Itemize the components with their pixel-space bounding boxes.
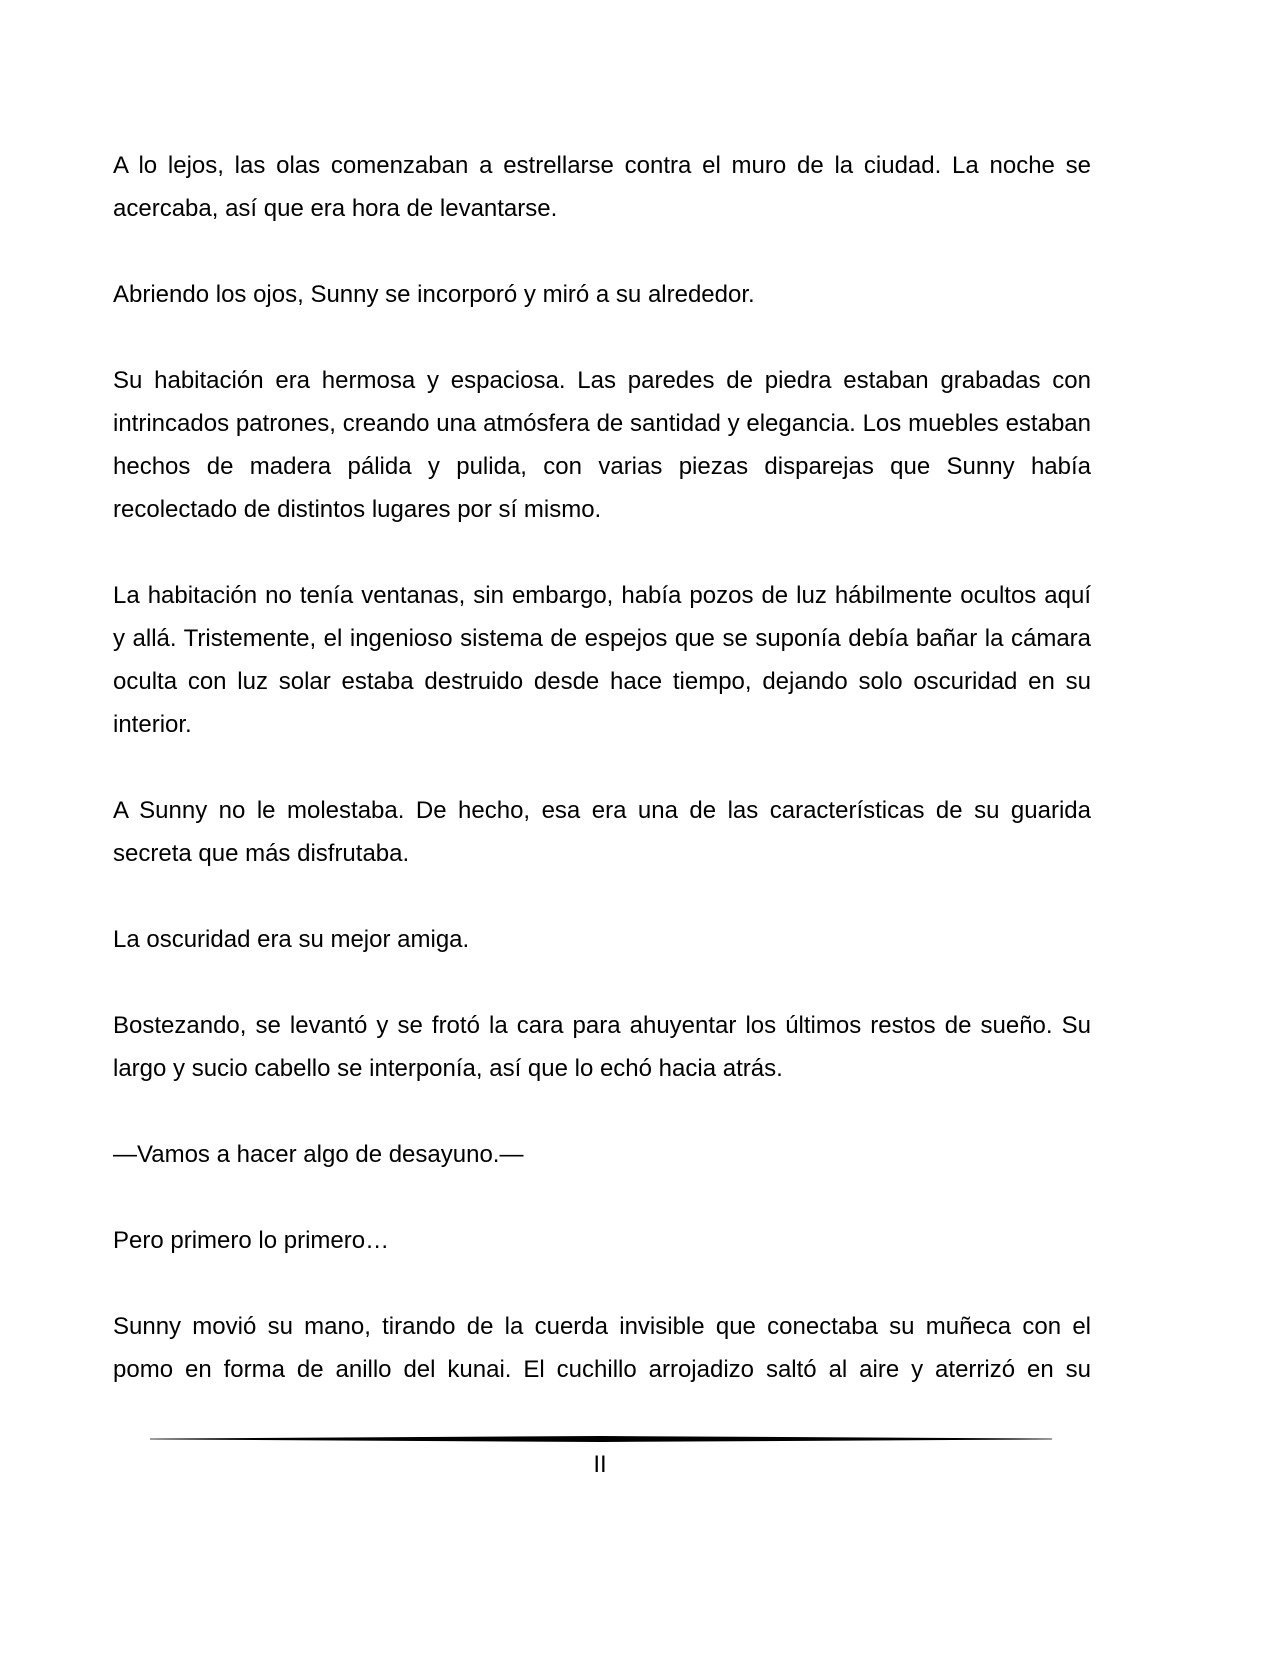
- paragraph: A lo lejos, las olas comenzaban a estrellarse contra el muro de la ciudad. La noche se acercaba, así que era hora de levantarse.: [113, 152, 1091, 222]
- paragraph: Pero primero lo primero…: [113, 1227, 390, 1254]
- footer-divider: [150, 1434, 1052, 1444]
- paragraph: —Vamos a hacer algo de desayuno.—: [113, 1141, 524, 1168]
- paragraph: La habitación no tenía ventanas, sin embargo, había pozos de luz hábilmente ocultos aquí y allá. Tristemente, el ingenioso sistema de espejos que se suponía debía bañar la cámara oculta con luz solar estaba destruido desde hace tiempo, dejando solo oscuridad en su interior.: [113, 582, 1091, 738]
- body-text: [113, 144, 1091, 1391]
- page-number: II: [593, 1451, 607, 1478]
- paragraph: Abriendo los ojos, Sunny se incorporó y miró a su alrededor.: [113, 281, 755, 308]
- paragraph: Sunny movió su mano, tirando de la cuerda invisible que conectaba su muñeca con el pomo en forma de anillo del kunai. El cuchillo arrojadizo saltó al aire y aterrizó en su: [113, 1313, 1091, 1383]
- paragraph: A Sunny no le molestaba. De hecho, esa era una de las características de su guarida secreta que más disfrutaba.: [113, 797, 1091, 867]
- paragraph: La oscuridad era su mejor amiga.: [113, 926, 470, 953]
- paragraph: Su habitación era hermosa y espaciosa. Las paredes de piedra estaban grabadas con intrincados patrones, creando una atmósfera de santidad y elegancia. Los muebles estaban hechos de madera pálida y pulida, con varias piezas disparejas que Sunny había recolectado de distintos lugares por sí mismo.: [113, 367, 1091, 523]
- paragraph: Bostezando, se levantó y se frotó la cara para ahuyentar los últimos restos de sueño. Su largo y sucio cabello se interponía, así que lo echó hacia atrás.: [113, 1012, 1091, 1082]
